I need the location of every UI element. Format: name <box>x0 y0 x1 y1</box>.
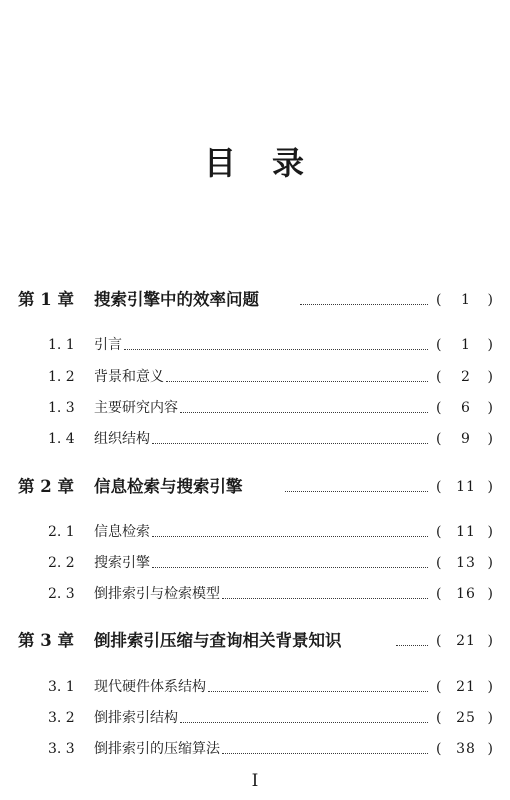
dot-leader <box>285 491 428 492</box>
dot-leader <box>152 536 428 537</box>
section-title: 搜索引擎 <box>94 555 150 571</box>
dot-leader <box>208 691 428 692</box>
section-title: 现代硬件体系结构 <box>94 679 206 695</box>
page-folio-number: I <box>251 771 259 791</box>
section-title: 倒排索引与检索模型 <box>94 586 220 602</box>
section-number: 3. 2 <box>48 710 75 726</box>
section-title: 组织结构 <box>94 431 150 447</box>
section-number: 1. 4 <box>48 431 75 447</box>
chapter-number: 第 1 章 <box>18 290 74 309</box>
section-number: 2. 2 <box>48 555 75 571</box>
toc-section-1-4[interactable]: 1. 4 组织结构 ( 9 ) <box>0 427 510 451</box>
section-title: 倒排索引的压缩算法 <box>94 741 220 757</box>
dot-leader <box>222 753 428 754</box>
chapter-number: 第 3 章 <box>18 631 74 650</box>
dot-leader <box>124 349 428 350</box>
toc-section-1-1[interactable]: 1. 1 引言 ( 1 ) <box>0 333 510 357</box>
toc-section-1-3[interactable]: 1. 3 主要研究内容 ( 6 ) <box>0 396 510 420</box>
dot-leader <box>152 567 428 568</box>
section-number: 1. 3 <box>48 400 75 416</box>
section-number: 1. 1 <box>48 337 75 353</box>
dot-leader <box>396 645 428 646</box>
dot-leader <box>222 598 428 599</box>
chapter-title: 倒排索引压缩与查询相关背景知识 <box>94 631 342 650</box>
section-title: 引言 <box>94 337 122 353</box>
dot-leader <box>180 722 428 723</box>
section-number: 2. 3 <box>48 586 75 602</box>
section-number: 1. 2 <box>48 369 75 385</box>
section-number: 3. 3 <box>48 741 75 757</box>
section-number: 3. 1 <box>48 679 75 695</box>
section-title: 信息检索 <box>94 524 150 540</box>
dot-leader <box>166 381 428 382</box>
dot-leader <box>180 412 428 413</box>
toc-chapter-2[interactable]: 第 2 章 信息检索与搜索引擎 ( 11 ) <box>0 475 510 499</box>
title-char-1: 目 <box>203 144 238 182</box>
section-title: 倒排索引结构 <box>94 710 178 726</box>
dot-leader <box>300 304 428 305</box>
toc-chapter-3[interactable]: 第 3 章 倒排索引压缩与查询相关背景知识 ( 21 ) <box>0 629 510 653</box>
chapter-title: 搜索引擎中的效率问题 <box>94 290 259 309</box>
toc-section-3-2[interactable]: 3. 2 倒排索引结构 ( 25 ) <box>0 706 510 730</box>
dot-leader <box>152 443 428 444</box>
section-title: 背景和意义 <box>94 369 164 385</box>
section-number: 2. 1 <box>48 524 75 540</box>
toc-section-1-2[interactable]: 1. 2 背景和意义 ( 2 ) <box>0 365 510 389</box>
page-title <box>0 143 510 183</box>
toc-section-2-3[interactable]: 2. 3 倒排索引与检索模型 ( 16 ) <box>0 582 510 606</box>
toc-section-2-1[interactable]: 2. 1 信息检索 ( 11 ) <box>0 520 510 544</box>
chapter-title: 信息检索与搜索引擎 <box>94 477 243 496</box>
toc-section-2-2[interactable]: 2. 2 搜索引擎 ( 13 ) <box>0 551 510 575</box>
title-char-2: 录 <box>272 144 307 182</box>
section-title: 主要研究内容 <box>94 400 178 416</box>
toc-section-3-1[interactable]: 3. 1 现代硬件体系结构 ( 21 ) <box>0 675 510 699</box>
toc-section-3-3[interactable]: 3. 3 倒排索引的压缩算法 ( 38 ) <box>0 737 510 761</box>
toc-chapter-1[interactable]: 第 1 章 搜索引擎中的效率问题 ( 1 ) <box>0 288 510 312</box>
chapter-number: 第 2 章 <box>18 477 74 496</box>
